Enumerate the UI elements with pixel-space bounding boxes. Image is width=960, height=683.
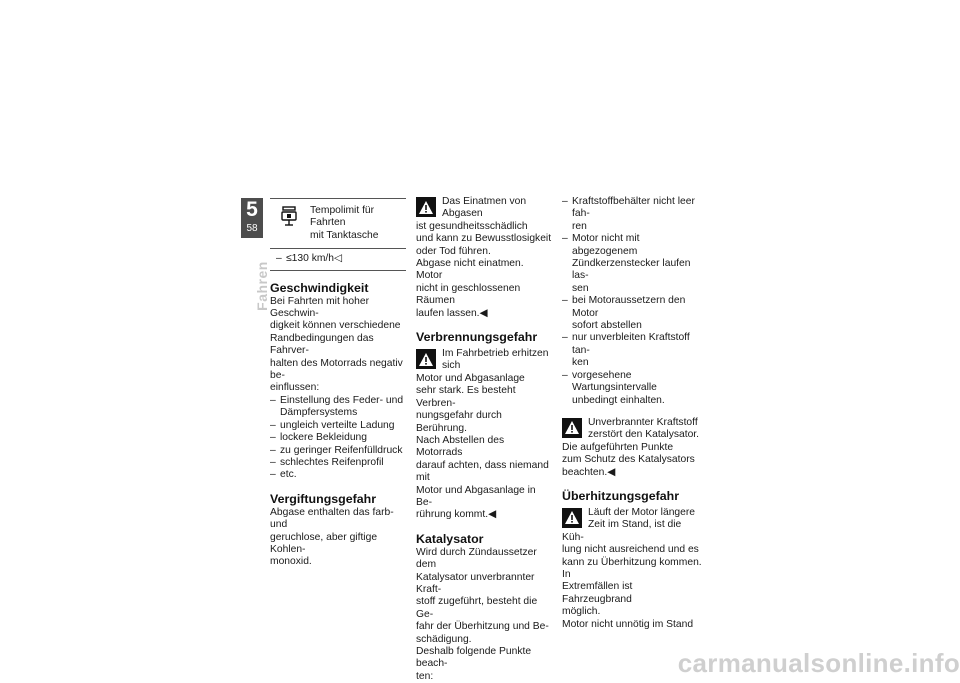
page-number: 58 bbox=[246, 223, 258, 234]
speed-limit-note bbox=[270, 198, 406, 271]
warning-triangle-icon bbox=[562, 418, 582, 438]
warning-catalyst bbox=[562, 417, 702, 479]
column-2 bbox=[416, 196, 552, 683]
list-item: – etc. bbox=[270, 469, 406, 481]
warning-text: Das Einatmen von Abgasen ist gesundheitsschädlich und kann zu Bewusstlosigkeit oder Tod führen. Abgase nicht einatmen. Motor nicht in geschlossenen Räumen laufen lassen.◀ bbox=[416, 196, 552, 319]
warning-overheat bbox=[562, 507, 702, 631]
warning-burn bbox=[416, 348, 552, 522]
warning-text: Unverbrannter Kraftstoff zerstört den Katalysator. Die aufgeführten Punkte zum Schutz des Katalysators beachten.◀ bbox=[562, 416, 700, 478]
warning-triangle-icon bbox=[562, 508, 582, 528]
watermark: carmanualsonline.info bbox=[677, 648, 960, 678]
chapter-tab bbox=[241, 198, 263, 238]
speed-limit-value: – ≤130 km/h◁ bbox=[276, 253, 406, 265]
list-item: – nur unverbleiten Kraftstoff tan- ken bbox=[562, 332, 702, 369]
warning-text: Im Fahrbetrieb erhitzen sich Motor und Abgasanlage sehr stark. Es besteht Verbren- nungsgefahr durch Berührung. Nach Abstellen des Motorrads darauf achten, dass niemand mit Motor und Abgasanlage in Be- rührung kommt.◀ bbox=[416, 348, 549, 521]
column-3 bbox=[562, 196, 702, 631]
warning-text: Läuft der Motor längere Zeit im Stand, ist die Küh- lung nicht ausreichend und es kann zu Überhitzung kommen. In Extremfällen ist Fahrzeugbrand möglich. Motor nicht unnötig im Stand bbox=[562, 506, 702, 630]
overheat-heading: Überhitzungsgefahr bbox=[562, 488, 680, 503]
tank-bag-icon bbox=[278, 205, 300, 227]
column-1 bbox=[270, 196, 406, 569]
speed-list bbox=[270, 395, 406, 482]
list-item: – Motor nicht mit abgezogenem Zündkerzenstecker laufen las- sen bbox=[562, 233, 702, 295]
catalyst-heading: Katalysator bbox=[416, 531, 484, 546]
poison-heading: Vergiftungsgefahr bbox=[270, 491, 377, 506]
poison-text: Abgase enthalten das farb- und geruchlose, aber giftige Kohlen- monoxid. bbox=[270, 506, 394, 568]
note-title: Tempolimit für Fahrten mit Tanktasche bbox=[310, 205, 379, 241]
list-item: – schlechtes Reifenprofil bbox=[270, 457, 406, 469]
warning-triangle-icon bbox=[416, 197, 436, 217]
list-item: – vorgesehene Wartungsintervalle unbedingt einhalten. bbox=[562, 370, 702, 407]
list-item: – zu geringer Reifenfülldruck bbox=[270, 445, 406, 457]
note-value bbox=[270, 248, 406, 269]
warning-triangle-icon bbox=[416, 349, 436, 369]
chapter-number: 5 bbox=[246, 198, 258, 221]
speed-heading: Geschwindigkeit bbox=[270, 280, 369, 295]
list-item: – Einstellung des Feder- und Dämpfersystems bbox=[270, 395, 406, 420]
list-item: – Kraftstoffbehälter nicht leer fah- ren bbox=[562, 196, 702, 233]
burn-heading: Verbrennungsgefahr bbox=[416, 330, 538, 345]
speed-text: Bei Fahrten mit hoher Geschwin- digkeit können verschiedene Randbedingungen das Fahrver- halten des Motorrads negativ be- einflussen: bbox=[270, 295, 403, 394]
catalyst-list bbox=[562, 196, 702, 407]
list-item: – ungleich verteilte Ladung bbox=[270, 420, 406, 432]
chapter-label: Fahren bbox=[254, 261, 270, 311]
catalyst-text: Wird durch Zündaussetzer dem Katalysator unverbrannter Kraft- stoff zugeführt, besteht die Ge- fahr der Überhitzung und Be- schädigung. Deshalb folgende Punkte beach- ten: bbox=[416, 546, 549, 682]
list-item: – bei Motoraussetzern den Motor sofort abstellen bbox=[562, 295, 702, 332]
warning-exhaust bbox=[416, 196, 552, 320]
list-item: – lockere Bekleidung bbox=[270, 432, 406, 444]
